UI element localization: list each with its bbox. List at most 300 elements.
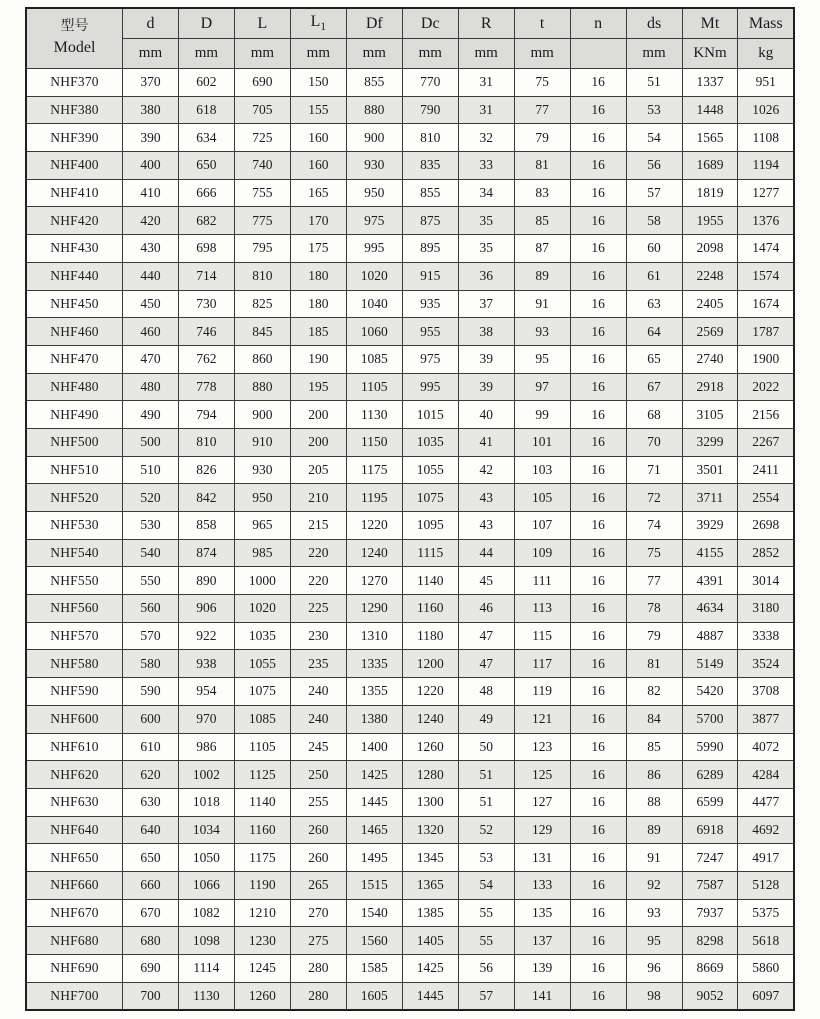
table-row-nhf390 [26, 124, 794, 152]
value-cell: 77 [514, 96, 570, 124]
value-cell: 38 [458, 318, 514, 346]
value-cell: 602 [178, 69, 234, 97]
value-cell: 874 [178, 539, 234, 567]
value-cell: 906 [178, 595, 234, 623]
value-cell: 75 [626, 539, 682, 567]
value-cell: 955 [402, 318, 458, 346]
value-cell: 470 [123, 345, 179, 373]
value-cell: 1040 [346, 290, 402, 318]
value-cell: 825 [234, 290, 290, 318]
value-cell: 115 [514, 622, 570, 650]
value-cell: 16 [570, 622, 626, 650]
value-cell: 2022 [738, 373, 794, 401]
table-row-nhf620 [26, 761, 794, 789]
value-cell: 1018 [178, 788, 234, 816]
value-cell: 910 [234, 428, 290, 456]
model-cell: NHF690 [26, 955, 123, 983]
value-cell: 430 [123, 235, 179, 263]
value-cell: 1474 [738, 235, 794, 263]
value-cell: 54 [626, 124, 682, 152]
value-cell: 137 [514, 927, 570, 955]
value-cell: 1026 [738, 96, 794, 124]
value-cell: 1175 [234, 844, 290, 872]
value-cell: 32 [458, 124, 514, 152]
value-cell: 935 [402, 290, 458, 318]
value-cell: 1150 [346, 428, 402, 456]
value-cell: 1130 [178, 982, 234, 1010]
value-cell: 1075 [402, 484, 458, 512]
value-cell: 4692 [738, 816, 794, 844]
value-cell: 72 [626, 484, 682, 512]
value-cell: 1260 [402, 733, 458, 761]
value-cell: 1310 [346, 622, 402, 650]
value-cell: 245 [290, 733, 346, 761]
value-cell: 1160 [402, 595, 458, 623]
value-cell: 133 [514, 871, 570, 899]
value-cell: 900 [346, 124, 402, 152]
value-cell: 1190 [234, 871, 290, 899]
value-cell: 60 [626, 235, 682, 263]
value-cell: 740 [234, 152, 290, 180]
value-cell: 5149 [682, 650, 738, 678]
value-cell: 96 [626, 955, 682, 983]
model-cell: NHF390 [26, 124, 123, 152]
value-cell: 1335 [346, 650, 402, 678]
value-cell: 2740 [682, 345, 738, 373]
value-cell: 16 [570, 678, 626, 706]
value-cell: 265 [290, 871, 346, 899]
value-cell: 235 [290, 650, 346, 678]
value-cell: 1055 [234, 650, 290, 678]
value-cell: 70 [626, 428, 682, 456]
model-cell: NHF500 [26, 428, 123, 456]
value-cell: 250 [290, 761, 346, 789]
value-cell: 618 [178, 96, 234, 124]
value-cell: 1015 [402, 401, 458, 429]
value-cell: 540 [123, 539, 179, 567]
value-cell: 47 [458, 622, 514, 650]
column-header-l1: $L_1$ [290, 8, 346, 39]
value-cell: 755 [234, 179, 290, 207]
value-cell: 490 [123, 401, 179, 429]
value-cell: 16 [570, 705, 626, 733]
value-cell: 915 [402, 262, 458, 290]
column-header-df: Df [346, 8, 402, 39]
value-cell: 880 [234, 373, 290, 401]
column-header-mt: Mt [682, 8, 738, 39]
value-cell: 922 [178, 622, 234, 650]
value-cell: 5860 [738, 955, 794, 983]
value-cell: 1355 [346, 678, 402, 706]
value-cell: 16 [570, 788, 626, 816]
model-cell: NHF650 [26, 844, 123, 872]
value-cell: 1400 [346, 733, 402, 761]
value-cell: 54 [458, 871, 514, 899]
value-cell: 121 [514, 705, 570, 733]
value-cell: 1380 [346, 705, 402, 733]
model-cell: NHF510 [26, 456, 123, 484]
value-cell: 107 [514, 512, 570, 540]
value-cell: 1574 [738, 262, 794, 290]
table-row-nhf690 [26, 955, 794, 983]
value-cell: 1140 [402, 567, 458, 595]
table-row-nhf460 [26, 318, 794, 346]
value-cell: 1060 [346, 318, 402, 346]
value-cell: 1114 [178, 955, 234, 983]
model-cell: NHF570 [26, 622, 123, 650]
table-row-nhf580 [26, 650, 794, 678]
column-header-r: R [458, 8, 514, 39]
value-cell: 4887 [682, 622, 738, 650]
value-cell: 1082 [178, 899, 234, 927]
value-cell: 858 [178, 512, 234, 540]
value-cell: 1376 [738, 207, 794, 235]
column-header-mass: Mass [738, 8, 794, 39]
value-cell: 520 [123, 484, 179, 512]
value-cell: 91 [626, 844, 682, 872]
value-cell: 5700 [682, 705, 738, 733]
model-cell: NHF620 [26, 761, 123, 789]
value-cell: 1515 [346, 871, 402, 899]
value-cell: 1085 [346, 345, 402, 373]
value-cell: 714 [178, 262, 234, 290]
value-cell: 420 [123, 207, 179, 235]
model-cell: NHF380 [26, 96, 123, 124]
spec-table [25, 7, 795, 1011]
value-cell: 270 [290, 899, 346, 927]
value-cell: 16 [570, 401, 626, 429]
table-row-nhf630 [26, 788, 794, 816]
value-cell: 5375 [738, 899, 794, 927]
value-cell: 101 [514, 428, 570, 456]
value-cell: 1194 [738, 152, 794, 180]
value-cell: 16 [570, 982, 626, 1010]
value-cell: 895 [402, 235, 458, 263]
value-cell: 44 [458, 539, 514, 567]
table-row-nhf520 [26, 484, 794, 512]
table-row-nhf430 [26, 235, 794, 263]
value-cell: 570 [123, 622, 179, 650]
value-cell: 1245 [234, 955, 290, 983]
model-cell: NHF640 [26, 816, 123, 844]
model-cell: NHF420 [26, 207, 123, 235]
value-cell: 79 [514, 124, 570, 152]
value-cell: 127 [514, 788, 570, 816]
column-unit-d: mm [178, 39, 234, 69]
value-cell: 985 [234, 539, 290, 567]
model-cell: NHF540 [26, 539, 123, 567]
value-cell: 64 [626, 318, 682, 346]
value-cell: 951 [738, 69, 794, 97]
value-cell: 7937 [682, 899, 738, 927]
value-cell: 215 [290, 512, 346, 540]
model-cell: NHF470 [26, 345, 123, 373]
value-cell: 3338 [738, 622, 794, 650]
value-cell: 746 [178, 318, 234, 346]
value-cell: 975 [346, 207, 402, 235]
table-row-nhf480 [26, 373, 794, 401]
value-cell: 690 [123, 955, 179, 983]
value-cell: 2554 [738, 484, 794, 512]
model-cell: NHF480 [26, 373, 123, 401]
value-cell: 7247 [682, 844, 738, 872]
value-cell: 3299 [682, 428, 738, 456]
value-cell: 93 [514, 318, 570, 346]
value-cell: 1277 [738, 179, 794, 207]
value-cell: 2405 [682, 290, 738, 318]
value-cell: 1220 [346, 512, 402, 540]
value-cell: 89 [626, 816, 682, 844]
value-cell: 1180 [402, 622, 458, 650]
value-cell: 160 [290, 124, 346, 152]
value-cell: 1900 [738, 345, 794, 373]
value-cell: 103 [514, 456, 570, 484]
value-cell: 210 [290, 484, 346, 512]
model-cell: NHF630 [26, 788, 123, 816]
value-cell: 1585 [346, 955, 402, 983]
value-cell: 275 [290, 927, 346, 955]
value-cell: 666 [178, 179, 234, 207]
value-cell: 53 [458, 844, 514, 872]
value-cell: 762 [178, 345, 234, 373]
header-unit-row [26, 39, 794, 69]
value-cell: 3524 [738, 650, 794, 678]
value-cell: 530 [123, 512, 179, 540]
value-cell: 1020 [346, 262, 402, 290]
value-cell: 16 [570, 179, 626, 207]
value-cell: 58 [626, 207, 682, 235]
table-row-nhf490 [26, 401, 794, 429]
value-cell: 89 [514, 262, 570, 290]
value-cell: 85 [626, 733, 682, 761]
value-cell: 16 [570, 539, 626, 567]
value-cell: 67 [626, 373, 682, 401]
value-cell: 4634 [682, 595, 738, 623]
value-cell: 4072 [738, 733, 794, 761]
table-row-nhf440 [26, 262, 794, 290]
spec-table-container [25, 7, 795, 1011]
value-cell: 1140 [234, 788, 290, 816]
value-cell: 730 [178, 290, 234, 318]
value-cell: 16 [570, 844, 626, 872]
table-row-nhf590 [26, 678, 794, 706]
value-cell: 87 [514, 235, 570, 263]
value-cell: 3014 [738, 567, 794, 595]
value-cell: 855 [402, 179, 458, 207]
table-row-nhf660 [26, 871, 794, 899]
table-row-nhf500 [26, 428, 794, 456]
model-cell: NHF520 [26, 484, 123, 512]
value-cell: 150 [290, 69, 346, 97]
value-cell: 610 [123, 733, 179, 761]
table-row-nhf700 [26, 982, 794, 1010]
value-cell: 1290 [346, 595, 402, 623]
value-cell: 1240 [346, 539, 402, 567]
value-cell: 56 [458, 955, 514, 983]
value-cell: 16 [570, 69, 626, 97]
value-cell: 1565 [682, 124, 738, 152]
value-cell: 450 [123, 290, 179, 318]
value-cell: 4391 [682, 567, 738, 595]
value-cell: 175 [290, 235, 346, 263]
value-cell: 16 [570, 512, 626, 540]
value-cell: 155 [290, 96, 346, 124]
value-cell: 1125 [234, 761, 290, 789]
value-cell: 16 [570, 262, 626, 290]
column-header-n: n [570, 8, 626, 39]
value-cell: 125 [514, 761, 570, 789]
table-row-nhf640 [26, 816, 794, 844]
value-cell: 460 [123, 318, 179, 346]
value-cell: 3711 [682, 484, 738, 512]
value-cell: 670 [123, 899, 179, 927]
table-row-nhf650 [26, 844, 794, 872]
value-cell: 410 [123, 179, 179, 207]
value-cell: 970 [178, 705, 234, 733]
value-cell: 682 [178, 207, 234, 235]
value-cell: 131 [514, 844, 570, 872]
value-cell: 370 [123, 69, 179, 97]
model-column-header [26, 8, 123, 69]
value-cell: 794 [178, 401, 234, 429]
value-cell: 86 [626, 761, 682, 789]
model-header-zh: 型号 [60, 19, 89, 35]
value-cell: 68 [626, 401, 682, 429]
model-cell: NHF400 [26, 152, 123, 180]
model-cell: NHF550 [26, 567, 123, 595]
value-cell: 63 [626, 290, 682, 318]
value-cell: 1425 [346, 761, 402, 789]
value-cell: 6097 [738, 982, 794, 1010]
value-cell: 93 [626, 899, 682, 927]
value-cell: 105 [514, 484, 570, 512]
value-cell: 31 [458, 96, 514, 124]
value-cell: 600 [123, 705, 179, 733]
value-cell: 51 [458, 788, 514, 816]
value-cell: 36 [458, 262, 514, 290]
value-cell: 170 [290, 207, 346, 235]
value-cell: 78 [626, 595, 682, 623]
value-cell: 40 [458, 401, 514, 429]
value-cell: 123 [514, 733, 570, 761]
value-cell: 42 [458, 456, 514, 484]
value-cell: 260 [290, 844, 346, 872]
value-cell: 16 [570, 927, 626, 955]
value-cell: 180 [290, 262, 346, 290]
value-cell: 1270 [346, 567, 402, 595]
value-cell: 16 [570, 595, 626, 623]
value-cell: 41 [458, 428, 514, 456]
value-cell: 16 [570, 816, 626, 844]
value-cell: 16 [570, 733, 626, 761]
value-cell: 91 [514, 290, 570, 318]
value-cell: 1689 [682, 152, 738, 180]
model-cell: NHF490 [26, 401, 123, 429]
value-cell: 82 [626, 678, 682, 706]
value-cell: 1130 [346, 401, 402, 429]
value-cell: 160 [290, 152, 346, 180]
value-cell: 46 [458, 595, 514, 623]
value-cell: 1175 [346, 456, 402, 484]
column-header-dc: Dc [402, 8, 458, 39]
value-cell: 6289 [682, 761, 738, 789]
value-cell: 842 [178, 484, 234, 512]
value-cell: 8298 [682, 927, 738, 955]
table-row-nhf380 [26, 96, 794, 124]
value-cell: 775 [234, 207, 290, 235]
value-cell: 205 [290, 456, 346, 484]
table-row-nhf370 [26, 69, 794, 97]
value-cell: 4917 [738, 844, 794, 872]
value-cell: 5990 [682, 733, 738, 761]
value-cell: 16 [570, 235, 626, 263]
table-row-nhf550 [26, 567, 794, 595]
table-row-nhf600 [26, 705, 794, 733]
value-cell: 1385 [402, 899, 458, 927]
value-cell: 135 [514, 899, 570, 927]
value-cell: 680 [123, 927, 179, 955]
value-cell: 81 [514, 152, 570, 180]
value-cell: 33 [458, 152, 514, 180]
value-cell: 930 [234, 456, 290, 484]
value-cell: 2411 [738, 456, 794, 484]
value-cell: 1035 [234, 622, 290, 650]
value-cell: 778 [178, 373, 234, 401]
value-cell: 845 [234, 318, 290, 346]
value-cell: 890 [178, 567, 234, 595]
value-cell: 1075 [234, 678, 290, 706]
value-cell: 98 [626, 982, 682, 1010]
value-cell: 57 [458, 982, 514, 1010]
value-cell: 986 [178, 733, 234, 761]
value-cell: 129 [514, 816, 570, 844]
value-cell: 39 [458, 373, 514, 401]
value-cell: 240 [290, 678, 346, 706]
value-cell: 16 [570, 899, 626, 927]
table-row-nhf680 [26, 927, 794, 955]
value-cell: 590 [123, 678, 179, 706]
value-cell: 1160 [234, 816, 290, 844]
value-cell: 56 [626, 152, 682, 180]
value-cell: 3929 [682, 512, 738, 540]
value-cell: 195 [290, 373, 346, 401]
value-cell: 1000 [234, 567, 290, 595]
value-cell: 220 [290, 567, 346, 595]
value-cell: 390 [123, 124, 179, 152]
value-cell: 5420 [682, 678, 738, 706]
value-cell: 7587 [682, 871, 738, 899]
value-cell: 690 [234, 69, 290, 97]
value-cell: 83 [514, 179, 570, 207]
value-cell: 16 [570, 373, 626, 401]
value-cell: 2569 [682, 318, 738, 346]
value-cell: 113 [514, 595, 570, 623]
table-row-nhf510 [26, 456, 794, 484]
value-cell: 16 [570, 318, 626, 346]
value-cell: 16 [570, 871, 626, 899]
value-cell: 50 [458, 733, 514, 761]
value-cell: 5128 [738, 871, 794, 899]
value-cell: 45 [458, 567, 514, 595]
model-cell: NHF430 [26, 235, 123, 263]
spec-table-header [26, 8, 794, 69]
table-row-nhf470 [26, 345, 794, 373]
value-cell: 55 [458, 927, 514, 955]
value-cell: 1345 [402, 844, 458, 872]
column-unit-mt: KNm [682, 39, 738, 69]
value-cell: 900 [234, 401, 290, 429]
value-cell: 1955 [682, 207, 738, 235]
